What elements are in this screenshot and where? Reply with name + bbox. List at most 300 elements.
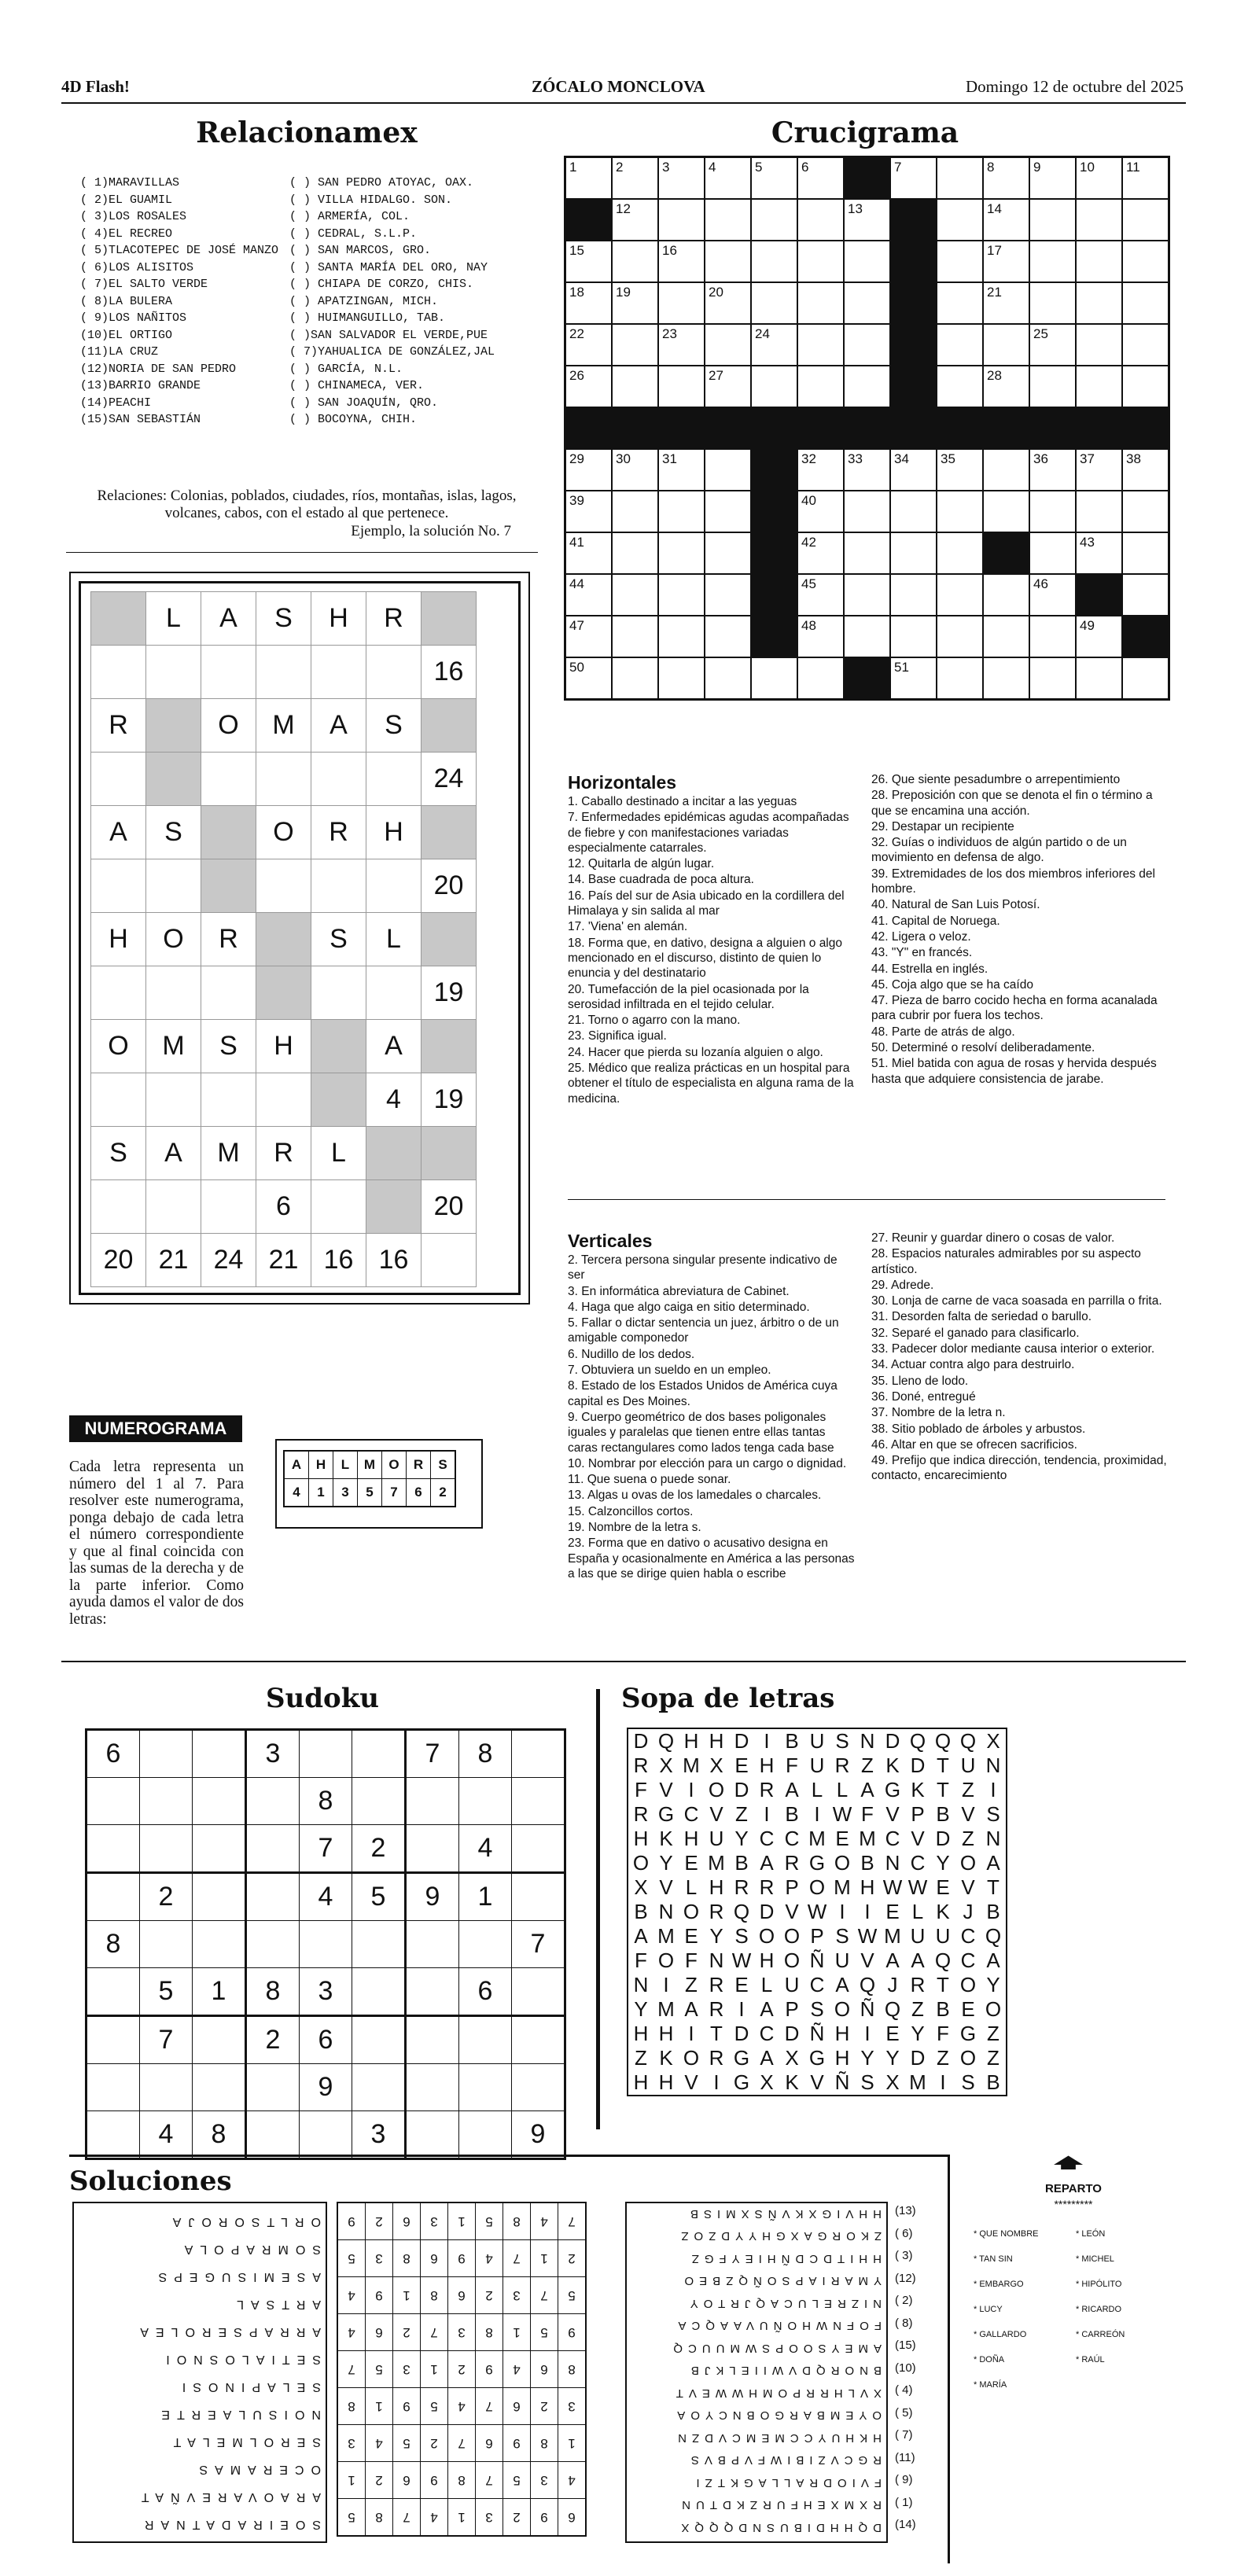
crossword-cell[interactable]: [565, 449, 613, 491]
crossword-cell[interactable]: [937, 324, 983, 366]
crossword-cell[interactable]: [844, 532, 890, 574]
crossword-cell[interactable]: [612, 532, 658, 574]
letter-cell[interactable]: Q: [934, 1729, 952, 1753]
letter-cell[interactable]: U: [960, 1754, 976, 1777]
crossword-cell[interactable]: [1076, 366, 1122, 407]
sudoku-cell[interactable]: [246, 2064, 300, 2111]
sudoku-cell[interactable]: 6: [459, 1968, 512, 2016]
letter-cell[interactable]: K: [936, 1900, 950, 1923]
sudoku-cell[interactable]: [87, 2111, 140, 2159]
sudoku-cell[interactable]: [193, 2064, 246, 2111]
letter-cell[interactable]: R: [709, 2046, 724, 2070]
crossword-cell[interactable]: [1076, 616, 1122, 657]
crossword-cell[interactable]: [983, 657, 1029, 700]
letter-cell[interactable]: D: [734, 1729, 749, 1753]
letter-cell[interactable]: V: [961, 1802, 975, 1826]
crossword-cell[interactable]: [890, 449, 937, 491]
crossword-cell[interactable]: [890, 616, 937, 657]
letter-cell[interactable]: O: [708, 1778, 725, 1801]
sudoku-cell[interactable]: 1: [193, 1968, 246, 2016]
letter-cell[interactable]: A: [885, 1949, 900, 1972]
letter-cell[interactable]: R: [834, 1754, 850, 1777]
sudoku-cell[interactable]: [246, 1921, 300, 1968]
letter-cell[interactable]: A: [760, 1997, 774, 2021]
letter-cell[interactable]: I: [688, 1778, 694, 1801]
sudoku-cell[interactable]: [406, 2016, 459, 2064]
crossword-cell[interactable]: [658, 657, 705, 700]
letter-cell[interactable]: H: [658, 2070, 674, 2094]
letter-cell[interactable]: C: [910, 1851, 926, 1875]
letter-cell[interactable]: M: [859, 1827, 876, 1850]
sudoku-cell[interactable]: [300, 2111, 352, 2159]
letter-cell[interactable]: O: [985, 1997, 1002, 2021]
letter-cell[interactable]: Z: [962, 1778, 974, 1801]
letter-cell[interactable]: Q: [934, 1949, 952, 1972]
letter-cell[interactable]: I: [764, 1802, 770, 1826]
letter-cell[interactable]: D: [633, 1729, 649, 1753]
letter-cell[interactable]: E: [961, 1997, 975, 2021]
sudoku-cell[interactable]: 3: [352, 2111, 406, 2159]
letter-cell[interactable]: I: [864, 1900, 871, 1923]
crossword-cell[interactable]: [1076, 657, 1122, 700]
letter-cell[interactable]: N: [985, 1827, 1001, 1850]
letter-cell[interactable]: I: [713, 2070, 720, 2094]
sudoku-cell[interactable]: [512, 1968, 565, 2016]
letter-cell[interactable]: M: [909, 2070, 926, 2094]
crossword-cell[interactable]: [890, 157, 937, 200]
crossword-cell[interactable]: [797, 616, 844, 657]
crossword-cell[interactable]: [658, 282, 705, 324]
crossword-cell[interactable]: [751, 366, 797, 407]
crossword-cell[interactable]: [983, 282, 1029, 324]
crossword-cell[interactable]: [658, 449, 705, 491]
sudoku-cell[interactable]: [512, 1873, 565, 1921]
letter-cell[interactable]: C: [784, 1827, 800, 1850]
crossword-cell[interactable]: [797, 574, 844, 616]
letter-cell[interactable]: H: [683, 1729, 699, 1753]
letter-cell[interactable]: F: [861, 1802, 874, 1826]
letter-cell[interactable]: H: [683, 1827, 699, 1850]
crossword-cell[interactable]: [797, 199, 844, 241]
letter-cell[interactable]: I: [663, 1973, 669, 1996]
sudoku-cell[interactable]: [406, 1921, 459, 1968]
crossword-cell[interactable]: [797, 324, 844, 366]
sudoku-cell[interactable]: [140, 1825, 193, 1873]
crossword-cell[interactable]: [705, 449, 751, 491]
crossword-cell[interactable]: [705, 157, 751, 200]
letter-cell[interactable]: V: [659, 1875, 673, 1899]
letter-cell[interactable]: Y: [911, 2022, 925, 2045]
letter-cell[interactable]: Y: [860, 2046, 874, 2070]
letter-cell[interactable]: E: [885, 2022, 900, 2045]
crossword-cell[interactable]: [1029, 241, 1076, 282]
letter-cell[interactable]: X: [785, 2046, 799, 2070]
letter-cell[interactable]: A: [986, 1851, 1000, 1875]
letter-cell[interactable]: P: [911, 1802, 925, 1826]
letter-cell[interactable]: J: [887, 1973, 898, 1996]
crossword-cell[interactable]: [705, 366, 751, 407]
letter-cell[interactable]: M: [808, 1827, 826, 1850]
letter-cell[interactable]: Y: [634, 1997, 648, 2021]
crossword-cell[interactable]: [983, 616, 1029, 657]
sudoku-cell[interactable]: 5: [352, 1873, 406, 1921]
sudoku-cell[interactable]: 8: [300, 1778, 352, 1825]
letter-cell[interactable]: P: [785, 1997, 799, 2021]
crossword-cell[interactable]: [612, 657, 658, 700]
sudoku-cell[interactable]: [512, 1778, 565, 1825]
letter-cell[interactable]: V: [810, 2070, 824, 2094]
sudoku-cell[interactable]: [406, 2111, 459, 2159]
letter-cell[interactable]: A: [760, 2046, 774, 2070]
crossword-cell[interactable]: [612, 241, 658, 282]
crossword-cell[interactable]: [844, 199, 890, 241]
letter-cell[interactable]: T: [937, 1973, 949, 1996]
letter-cell[interactable]: H: [834, 2022, 850, 2045]
sudoku-cell[interactable]: [300, 1921, 352, 1968]
letter-cell[interactable]: Z: [937, 2046, 949, 2070]
letter-cell[interactable]: V: [785, 1900, 799, 1923]
letter-cell[interactable]: B: [634, 1900, 648, 1923]
letter-cell[interactable]: L: [911, 1900, 924, 1923]
crossword-cell[interactable]: [565, 241, 613, 282]
crossword-cell[interactable]: [1029, 366, 1076, 407]
letter-cell[interactable]: H: [860, 1875, 875, 1899]
crossword-cell[interactable]: [612, 199, 658, 241]
crossword-cell[interactable]: [797, 157, 844, 200]
crossword-cell[interactable]: [890, 491, 937, 532]
crossword-cell[interactable]: [844, 616, 890, 657]
letter-cell[interactable]: O: [834, 1997, 851, 2021]
crossword-cell[interactable]: [797, 241, 844, 282]
crossword-cell[interactable]: [937, 157, 983, 200]
crossword-cell[interactable]: [565, 324, 613, 366]
letter-cell[interactable]: C: [809, 1973, 825, 1996]
letter-cell[interactable]: I: [940, 2070, 946, 2094]
letter-cell[interactable]: M: [657, 1997, 675, 2021]
crossword-cell[interactable]: [983, 574, 1029, 616]
sudoku-cell[interactable]: [459, 2111, 512, 2159]
letter-cell[interactable]: M: [657, 1924, 675, 1948]
letter-cell[interactable]: X: [885, 2070, 900, 2094]
sudoku-cell[interactable]: 8: [459, 1730, 512, 1778]
sudoku-cell[interactable]: [193, 1873, 246, 1921]
letter-cell[interactable]: C: [885, 1827, 900, 1850]
crossword-cell[interactable]: [937, 449, 983, 491]
sudoku-cell[interactable]: 1: [459, 1873, 512, 1921]
letter-cell[interactable]: E: [734, 1754, 749, 1777]
letter-cell[interactable]: Y: [659, 1851, 673, 1875]
letter-cell[interactable]: D: [759, 1900, 775, 1923]
sudoku-cell[interactable]: 5: [140, 1968, 193, 2016]
crossword-cell[interactable]: [658, 199, 705, 241]
sudoku-cell[interactable]: [246, 1873, 300, 1921]
crossword-cell[interactable]: [1029, 199, 1076, 241]
letter-cell[interactable]: H: [709, 1729, 724, 1753]
crossword-cell[interactable]: [1122, 657, 1169, 700]
letter-cell[interactable]: E: [885, 1900, 900, 1923]
sudoku-cell[interactable]: [300, 1730, 352, 1778]
letter-cell[interactable]: H: [633, 2022, 649, 2045]
letter-cell[interactable]: W: [832, 1802, 852, 1826]
sudoku-cell[interactable]: [459, 2064, 512, 2111]
letter-cell[interactable]: O: [683, 1900, 700, 1923]
crossword-cell[interactable]: [797, 366, 844, 407]
sudoku-cell[interactable]: [352, 1778, 406, 1825]
letter-cell[interactable]: R: [734, 1875, 749, 1899]
crossword-cell[interactable]: [1029, 616, 1076, 657]
letter-cell[interactable]: O: [959, 2046, 977, 2070]
letter-cell[interactable]: Q: [884, 1997, 901, 2021]
crossword-cell[interactable]: [1029, 574, 1076, 616]
sudoku-cell[interactable]: [87, 2064, 140, 2111]
crossword-cell[interactable]: [612, 366, 658, 407]
crossword-cell[interactable]: [844, 574, 890, 616]
letter-cell[interactable]: Z: [685, 1973, 698, 1996]
crossword-cell[interactable]: [565, 491, 613, 532]
letter-cell[interactable]: K: [659, 2046, 673, 2070]
letter-cell[interactable]: H: [759, 1949, 775, 1972]
crossword-cell[interactable]: [565, 366, 613, 407]
letter-cell[interactable]: U: [784, 1973, 800, 1996]
sudoku-cell[interactable]: 2: [140, 1873, 193, 1921]
sudoku-cell[interactable]: 2: [352, 1825, 406, 1873]
sudoku-cell[interactable]: [406, 1778, 459, 1825]
crossword-cell[interactable]: [1122, 324, 1169, 366]
letter-cell[interactable]: C: [683, 1802, 699, 1826]
crossword-cell[interactable]: [565, 574, 613, 616]
crossword-cell[interactable]: [565, 616, 613, 657]
letter-cell[interactable]: R: [709, 1997, 724, 2021]
letter-cell[interactable]: V: [961, 1875, 975, 1899]
crossword-cell[interactable]: [658, 157, 705, 200]
letter-cell[interactable]: Y: [709, 1924, 723, 1948]
letter-cell[interactable]: K: [785, 2070, 799, 2094]
sudoku-cell[interactable]: [406, 1968, 459, 2016]
crossword-cell[interactable]: [658, 532, 705, 574]
letter-cell[interactable]: A: [785, 1778, 799, 1801]
letter-cell[interactable]: H: [633, 1827, 649, 1850]
crossword-cell[interactable]: [983, 491, 1029, 532]
letter-cell[interactable]: O: [783, 1949, 801, 1972]
letter-cell[interactable]: W: [882, 1875, 903, 1899]
crossword-cell[interactable]: [705, 574, 751, 616]
crossword-cell[interactable]: [937, 366, 983, 407]
crossword-cell[interactable]: [844, 491, 890, 532]
crossword-cell[interactable]: [1076, 282, 1122, 324]
crossword-cell[interactable]: [983, 366, 1029, 407]
crossword-cell[interactable]: [705, 616, 751, 657]
letter-cell[interactable]: R: [709, 1973, 724, 1996]
crossword-cell[interactable]: [1122, 532, 1169, 574]
sudoku-cell[interactable]: 8: [87, 1921, 140, 1968]
letter-cell[interactable]: S: [860, 2070, 874, 2094]
letter-cell[interactable]: W: [731, 1949, 752, 1972]
sudoku-cell[interactable]: [87, 2016, 140, 2064]
crossword-cell[interactable]: [1076, 532, 1122, 574]
letter-cell[interactable]: V: [885, 1802, 900, 1826]
letter-cell[interactable]: B: [734, 1851, 749, 1875]
crossword-cell[interactable]: [565, 282, 613, 324]
crossword-cell[interactable]: [983, 241, 1029, 282]
crossword-cell[interactable]: [612, 324, 658, 366]
letter-cell[interactable]: T: [937, 1754, 949, 1777]
letter-cell[interactable]: N: [633, 1973, 649, 1996]
letter-cell[interactable]: I: [688, 2022, 694, 2045]
crossword-cell[interactable]: [612, 616, 658, 657]
crossword-cell[interactable]: [937, 657, 983, 700]
crossword-cell[interactable]: [612, 491, 658, 532]
letter-cell[interactable]: I: [839, 1900, 845, 1923]
letter-cell[interactable]: T: [937, 1778, 949, 1801]
letter-cell[interactable]: G: [733, 2070, 750, 2094]
letter-cell[interactable]: G: [959, 2022, 977, 2045]
crossword-cell[interactable]: [705, 657, 751, 700]
letter-cell[interactable]: T: [710, 2022, 723, 2045]
letter-cell[interactable]: O: [758, 1924, 775, 1948]
sudoku-cell[interactable]: [352, 1968, 406, 2016]
crossword-cell[interactable]: [890, 657, 937, 700]
letter-cell[interactable]: Q: [859, 1973, 876, 1996]
crossword-cell[interactable]: [751, 282, 797, 324]
letter-cell[interactable]: R: [759, 1875, 775, 1899]
letter-cell[interactable]: N: [658, 1900, 674, 1923]
letter-cell[interactable]: B: [860, 1851, 874, 1875]
crossword-cell[interactable]: [705, 241, 751, 282]
letter-cell[interactable]: W: [857, 1924, 878, 1948]
crossword-cell[interactable]: [612, 574, 658, 616]
sudoku-cell[interactable]: [140, 1730, 193, 1778]
letter-cell[interactable]: K: [659, 1827, 673, 1850]
letter-cell[interactable]: O: [783, 1924, 801, 1948]
sudoku-cell[interactable]: 7: [140, 2016, 193, 2064]
letter-cell[interactable]: Q: [909, 1729, 926, 1753]
sudoku-cell[interactable]: [140, 1778, 193, 1825]
crossword-cell[interactable]: [1122, 282, 1169, 324]
sudoku-cell[interactable]: [140, 2064, 193, 2111]
letter-cell[interactable]: A: [835, 1973, 849, 1996]
sudoku-cell[interactable]: [459, 1778, 512, 1825]
sudoku-cell[interactable]: [193, 1778, 246, 1825]
letter-cell[interactable]: C: [960, 1924, 976, 1948]
sudoku-cell[interactable]: [352, 2064, 406, 2111]
crossword-cell[interactable]: [751, 657, 797, 700]
letter-cell[interactable]: U: [809, 1754, 825, 1777]
letter-cell[interactable]: G: [808, 1851, 826, 1875]
sudoku-cell[interactable]: 3: [246, 1730, 300, 1778]
letter-cell[interactable]: S: [734, 1924, 749, 1948]
sudoku-cell[interactable]: [140, 1921, 193, 1968]
crossword-cell[interactable]: [751, 157, 797, 200]
crossword-cell[interactable]: [1122, 241, 1169, 282]
letter-cell[interactable]: D: [885, 1729, 900, 1753]
sudoku-cell[interactable]: [459, 2016, 512, 2064]
letter-cell[interactable]: S: [810, 1997, 824, 2021]
sudoku-cell[interactable]: 4: [459, 1825, 512, 1873]
letter-cell[interactable]: V: [709, 1802, 723, 1826]
letter-cell[interactable]: Y: [885, 2046, 900, 2070]
sudoku-cell[interactable]: [193, 2016, 246, 2064]
letter-cell[interactable]: L: [685, 1875, 698, 1899]
letter-cell[interactable]: B: [936, 1997, 950, 2021]
letter-cell[interactable]: A: [634, 1924, 648, 1948]
sudoku-cell[interactable]: [193, 1730, 246, 1778]
crossword-cell[interactable]: [797, 282, 844, 324]
sudoku-cell[interactable]: 9: [406, 1873, 459, 1921]
letter-cell[interactable]: F: [635, 1949, 647, 1972]
letter-cell[interactable]: A: [684, 1997, 698, 2021]
sudoku-cell[interactable]: [459, 1921, 512, 1968]
letter-cell[interactable]: E: [936, 1875, 950, 1899]
crossword-cell[interactable]: [937, 574, 983, 616]
crossword-cell[interactable]: [705, 199, 751, 241]
letter-cell[interactable]: Y: [936, 1851, 950, 1875]
letter-cell[interactable]: E: [684, 1851, 698, 1875]
crossword-cell[interactable]: [1029, 282, 1076, 324]
letter-cell[interactable]: I: [990, 1778, 996, 1801]
crossword-cell[interactable]: [1029, 491, 1076, 532]
letter-cell[interactable]: L: [760, 1973, 773, 1996]
letter-cell[interactable]: Z: [735, 1802, 748, 1826]
crossword-cell[interactable]: [1029, 157, 1076, 200]
crossword-cell[interactable]: [705, 324, 751, 366]
sudoku-cell[interactable]: 9: [512, 2111, 565, 2159]
crossword-cell[interactable]: [1076, 241, 1122, 282]
letter-cell[interactable]: U: [709, 1827, 724, 1850]
crossword-cell[interactable]: [751, 324, 797, 366]
sudoku-cell[interactable]: [87, 1778, 140, 1825]
letter-cell[interactable]: D: [734, 1778, 749, 1801]
letter-cell[interactable]: D: [734, 2022, 749, 2045]
letter-cell[interactable]: C: [759, 2022, 775, 2045]
crossword-cell[interactable]: [1029, 532, 1076, 574]
sudoku-cell[interactable]: 8: [246, 1968, 300, 2016]
letter-cell[interactable]: M: [834, 1875, 851, 1899]
letter-cell[interactable]: W: [807, 1900, 827, 1923]
sudoku-cell[interactable]: [193, 1921, 246, 1968]
letter-cell[interactable]: F: [937, 2022, 949, 2045]
letter-cell[interactable]: Ñ: [809, 2022, 825, 2045]
crossword-cell[interactable]: [844, 282, 890, 324]
crossword-cell[interactable]: [890, 574, 937, 616]
letter-cell[interactable]: M: [884, 1924, 901, 1948]
letter-cell[interactable]: K: [911, 1778, 925, 1801]
letter-cell[interactable]: D: [935, 1827, 951, 1850]
sudoku-cell[interactable]: [512, 1825, 565, 1873]
letter-cell[interactable]: I: [764, 1729, 770, 1753]
letter-cell[interactable]: R: [784, 1851, 800, 1875]
letter-cell[interactable]: X: [986, 1729, 1000, 1753]
crossword-cell[interactable]: [1076, 491, 1122, 532]
crossword-cell[interactable]: [937, 491, 983, 532]
letter-cell[interactable]: X: [659, 1754, 673, 1777]
letter-cell[interactable]: G: [733, 2046, 750, 2070]
letter-cell[interactable]: C: [960, 1949, 976, 1972]
letter-cell[interactable]: B: [936, 1802, 950, 1826]
letter-cell[interactable]: O: [632, 1851, 650, 1875]
crossword-cell[interactable]: [937, 282, 983, 324]
crossword-cell[interactable]: [565, 532, 613, 574]
sudoku-cell[interactable]: [406, 1825, 459, 1873]
sudoku-cell[interactable]: 6: [300, 2016, 352, 2064]
crossword-cell[interactable]: [937, 241, 983, 282]
crossword-cell[interactable]: [705, 491, 751, 532]
letter-cell[interactable]: O: [808, 1875, 826, 1899]
letter-cell[interactable]: E: [684, 1924, 698, 1948]
letter-cell[interactable]: V: [684, 2070, 698, 2094]
letter-cell[interactable]: I: [814, 1802, 820, 1826]
crossword-cell[interactable]: [705, 282, 751, 324]
letter-cell[interactable]: Q: [657, 1729, 675, 1753]
